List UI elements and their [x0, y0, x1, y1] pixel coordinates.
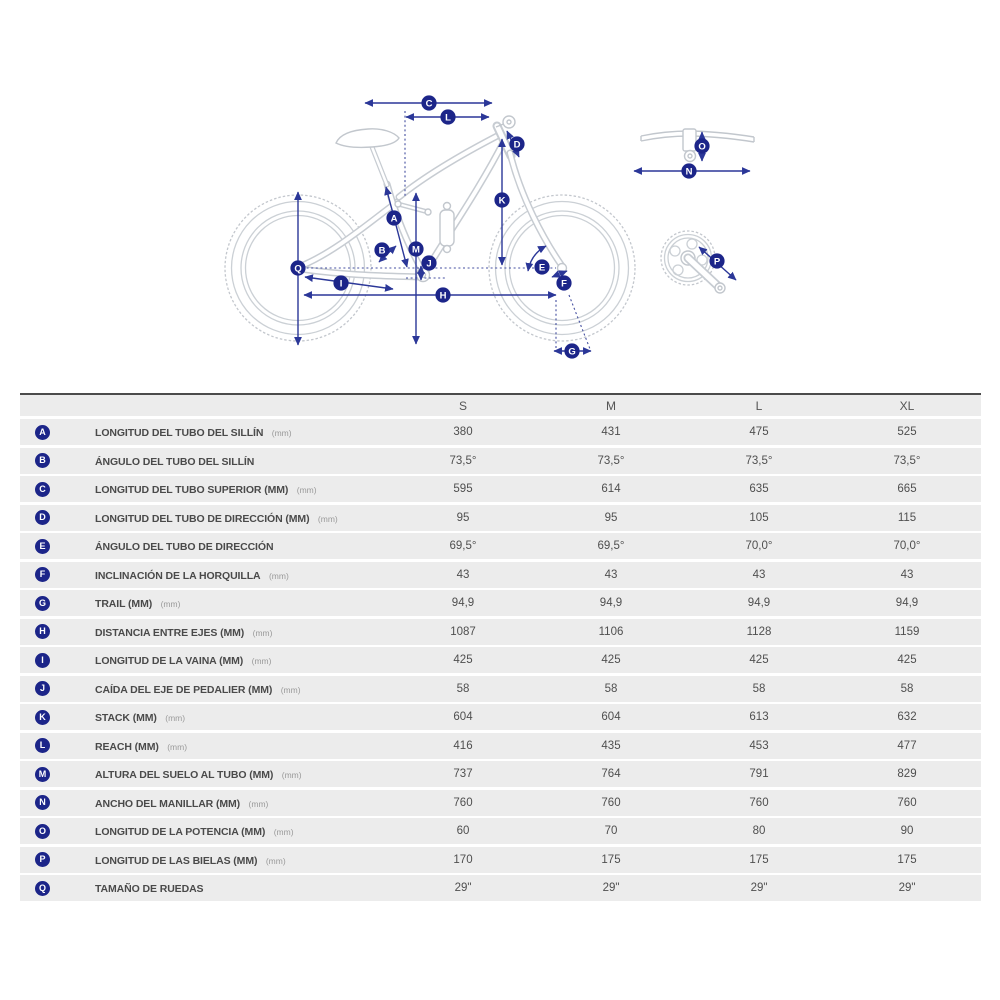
row-letter-badge: M: [35, 767, 50, 782]
bike-geometry-diagram: [0, 0, 1000, 390]
geometry-table: [20, 393, 981, 904]
dim-badge-q: [290, 260, 305, 275]
row-value-s: 43: [456, 568, 470, 581]
row-value-m: 94,9: [599, 597, 623, 609]
row-value-m: 431: [601, 426, 621, 438]
row-value-m: 760: [601, 796, 621, 809]
row-value-xl: 94,9: [895, 597, 919, 609]
row-letter-badge: E: [35, 539, 50, 554]
row-value-s: 73,5°: [449, 454, 477, 467]
row-value-l: 29": [750, 882, 768, 894]
table-row: [20, 847, 981, 873]
row-value-l: 58: [752, 682, 766, 695]
row-value-l: 105: [749, 511, 769, 524]
row-value-l: 453: [749, 739, 769, 752]
svg-text:Q: Q: [294, 263, 302, 275]
row-letter-badge: D: [35, 510, 50, 525]
dim-badge-b: [374, 242, 389, 257]
row-label: CAÍDA DEL EJE DE PEDALIER (MM): [95, 683, 273, 696]
row-value-l: 73,5°: [745, 454, 773, 467]
row-value-xl: 29": [898, 882, 916, 894]
row-label: TAMAÑO DE RUEDAS: [95, 883, 204, 895]
svg-text:K: K: [498, 195, 506, 207]
row-value-s: 737: [453, 768, 473, 780]
row-label: ÁNGULO DEL TUBO DEL SILLÍN: [95, 455, 255, 468]
row-value-xl: 525: [897, 426, 917, 438]
row-value-l: 175: [749, 853, 769, 866]
dim-badge-l: [440, 109, 455, 124]
row-value-m: 73,5°: [597, 454, 625, 467]
row-value-m: 70: [604, 825, 618, 837]
row-value-xl: 477: [897, 739, 917, 752]
row-value-xl: 175: [897, 853, 917, 866]
column-header-m: M: [606, 398, 616, 413]
row-value-xl: 73,5°: [893, 454, 921, 467]
row-letter-badge: O: [35, 824, 50, 839]
table-row: [20, 676, 981, 702]
row-label: LONGITUD DEL TUBO DEL SILLÍN: [95, 427, 264, 439]
row-value-m: 604: [601, 711, 621, 723]
row-value-m: 43: [604, 568, 618, 581]
row-value-m: 29": [602, 882, 620, 894]
dim-badge-h: [435, 287, 450, 302]
table-row: [20, 733, 981, 759]
table-row: [20, 619, 981, 645]
table-row: [20, 818, 981, 844]
row-unit: (mm): [317, 513, 338, 524]
row-label: LONGITUD DE LAS BIELAS (MM): [95, 854, 258, 867]
row-label: ANCHO DEL MANILLAR (MM): [95, 797, 241, 810]
dim-badge-i: [333, 275, 348, 290]
row-value-m: 425: [601, 654, 621, 666]
dim-badge-e: [534, 259, 549, 274]
row-value-xl: 70,0°: [893, 540, 921, 552]
row-value-l: 613: [749, 711, 769, 723]
svg-text:F: F: [561, 278, 567, 290]
row-unit: (mm): [252, 627, 273, 638]
row-label: LONGITUD DE LA POTENCIA (MM): [95, 826, 266, 838]
table-row: [20, 448, 981, 474]
svg-text:N: N: [685, 166, 693, 178]
row-label: INCLINACIÓN DE LA HORQUILLA: [95, 569, 261, 582]
row-unit: (mm): [271, 428, 292, 438]
row-unit: (mm): [273, 827, 294, 837]
dim-badge-k: [494, 192, 509, 207]
stem-front: [683, 129, 696, 151]
dim-badge-p: [709, 253, 724, 268]
row-value-m: 175: [601, 853, 621, 866]
row-value-m: 764: [601, 768, 621, 780]
table-row: [20, 761, 981, 787]
row-value-l: 94,9: [747, 597, 771, 609]
dim-badge-j: [421, 255, 436, 270]
row-letter-badge: B: [35, 453, 50, 468]
row-value-l: 791: [749, 768, 769, 780]
dim-badge-n: [681, 163, 696, 178]
row-value-s: 604: [453, 711, 473, 723]
row-label: ÁNGULO DEL TUBO DE DIRECCIÓN: [95, 541, 274, 553]
row-value-s: 170: [453, 853, 473, 866]
row-unit: (mm): [248, 798, 269, 809]
row-value-s: 595: [453, 483, 473, 495]
row-value-l: 475: [749, 426, 769, 438]
row-letter-badge: G: [35, 596, 50, 611]
table-body: [20, 419, 981, 901]
row-value-m: 58: [604, 682, 618, 695]
row-letter-badge: J: [35, 681, 50, 696]
row-value-m: 69,5°: [597, 540, 625, 552]
row-value-l: 80: [752, 825, 766, 837]
dim-badge-c: [421, 95, 436, 110]
svg-text:D: D: [513, 139, 521, 151]
row-unit: (mm): [296, 485, 317, 495]
row-value-s: 425: [453, 654, 473, 666]
svg-text:B: B: [378, 245, 386, 257]
row-value-xl: 1159: [894, 625, 920, 638]
row-value-xl: 760: [897, 796, 917, 809]
row-unit: (mm): [167, 741, 188, 752]
svg-text:E: E: [538, 262, 546, 274]
row-letter-badge: I: [35, 653, 50, 668]
row-value-l: 1128: [746, 625, 772, 638]
dim-badge-a: [386, 210, 401, 225]
row-label: REACH (MM): [95, 740, 159, 753]
row-value-xl: 632: [897, 711, 917, 723]
bike-frame: [301, 116, 567, 282]
dim-badge-d: [509, 136, 524, 151]
column-header-s: S: [458, 398, 467, 413]
row-label: LONGITUD DEL TUBO SUPERIOR (MM): [95, 484, 289, 496]
row-value-m: 95: [604, 511, 618, 524]
table-row: [20, 790, 981, 816]
row-label: TRAIL (MM): [95, 598, 153, 610]
row-value-s: 60: [456, 825, 470, 837]
table-header: [20, 393, 981, 416]
svg-text:C: C: [425, 98, 433, 110]
row-letter-badge: P: [35, 852, 50, 867]
row-value-xl: 425: [897, 654, 917, 666]
row-label: DISTANCIA ENTRE EJES (MM): [95, 626, 245, 639]
column-header-xl: XL: [899, 398, 915, 413]
row-value-xl: 58: [900, 682, 914, 695]
table-row: [20, 505, 981, 531]
row-value-m: 614: [601, 483, 621, 495]
dim-badge-o: [694, 138, 709, 153]
row-value-xl: 90: [900, 825, 914, 837]
row-value-s: 69,5°: [449, 540, 477, 552]
row-value-m: 435: [601, 739, 621, 752]
row-value-s: 760: [453, 796, 473, 809]
row-label: LONGITUD DE LA VAINA (MM): [95, 655, 244, 667]
svg-text:J: J: [426, 258, 432, 270]
table-row: [20, 533, 981, 559]
dim-badge-g: [564, 343, 579, 358]
table-row: [20, 419, 981, 445]
svg-text:O: O: [698, 141, 706, 153]
row-letter-badge: A: [35, 425, 50, 440]
row-letter-badge: L: [35, 738, 50, 753]
row-unit: (mm): [160, 599, 181, 609]
row-label: ALTURA DEL SUELO AL TUBO (MM): [95, 769, 274, 781]
row-unit: (mm): [265, 855, 286, 866]
row-value-m: 1106: [598, 625, 624, 638]
svg-text:P: P: [713, 256, 721, 268]
row-value-xl: 115: [897, 511, 917, 524]
row-unit: (mm): [268, 570, 289, 581]
saddle: [336, 129, 399, 148]
row-value-l: 43: [752, 568, 766, 581]
row-value-s: 1087: [450, 625, 476, 638]
row-value-s: 29": [454, 882, 472, 894]
row-value-xl: 43: [900, 568, 914, 581]
row-letter-badge: N: [35, 795, 50, 810]
row-letter-badge: Q: [35, 881, 50, 896]
table-row: [20, 476, 981, 502]
row-unit: (mm): [281, 770, 302, 780]
row-label: STACK (MM): [95, 712, 157, 724]
dim-badge-f: [556, 275, 571, 290]
table-row: [20, 562, 981, 588]
row-value-xl: 665: [897, 483, 917, 495]
row-value-xl: 829: [897, 768, 917, 780]
row-value-l: 760: [749, 796, 769, 809]
row-letter-badge: F: [35, 567, 50, 582]
row-letter-badge: C: [35, 482, 50, 497]
svg-text:I: I: [339, 278, 343, 290]
svg-text:M: M: [412, 244, 420, 256]
row-value-s: 380: [453, 426, 473, 438]
svg-text:A: A: [390, 213, 398, 225]
table-row: [20, 647, 981, 673]
row-value-s: 58: [456, 682, 470, 695]
svg-text:G: G: [568, 346, 576, 358]
row-unit: (mm): [165, 713, 186, 723]
row-letter-badge: K: [35, 710, 50, 725]
column-header-l: L: [755, 398, 763, 413]
table-row: [20, 875, 981, 901]
svg-text:H: H: [439, 290, 447, 302]
row-letter-badge: H: [35, 624, 50, 639]
svg-text:L: L: [445, 112, 451, 124]
dim-badge-m: [408, 241, 423, 256]
row-value-s: 416: [453, 739, 473, 752]
row-value-l: 425: [749, 654, 769, 666]
row-value-s: 94,9: [451, 597, 475, 609]
row-unit: (mm): [251, 656, 272, 666]
table-row: [20, 590, 981, 616]
row-value-l: 635: [749, 483, 769, 495]
row-unit: (mm): [280, 684, 301, 695]
row-value-s: 95: [456, 511, 470, 524]
row-label: LONGITUD DEL TUBO DE DIRECCIÓN (MM): [95, 512, 310, 525]
table-row: [20, 704, 981, 730]
row-value-l: 70,0°: [745, 540, 773, 552]
